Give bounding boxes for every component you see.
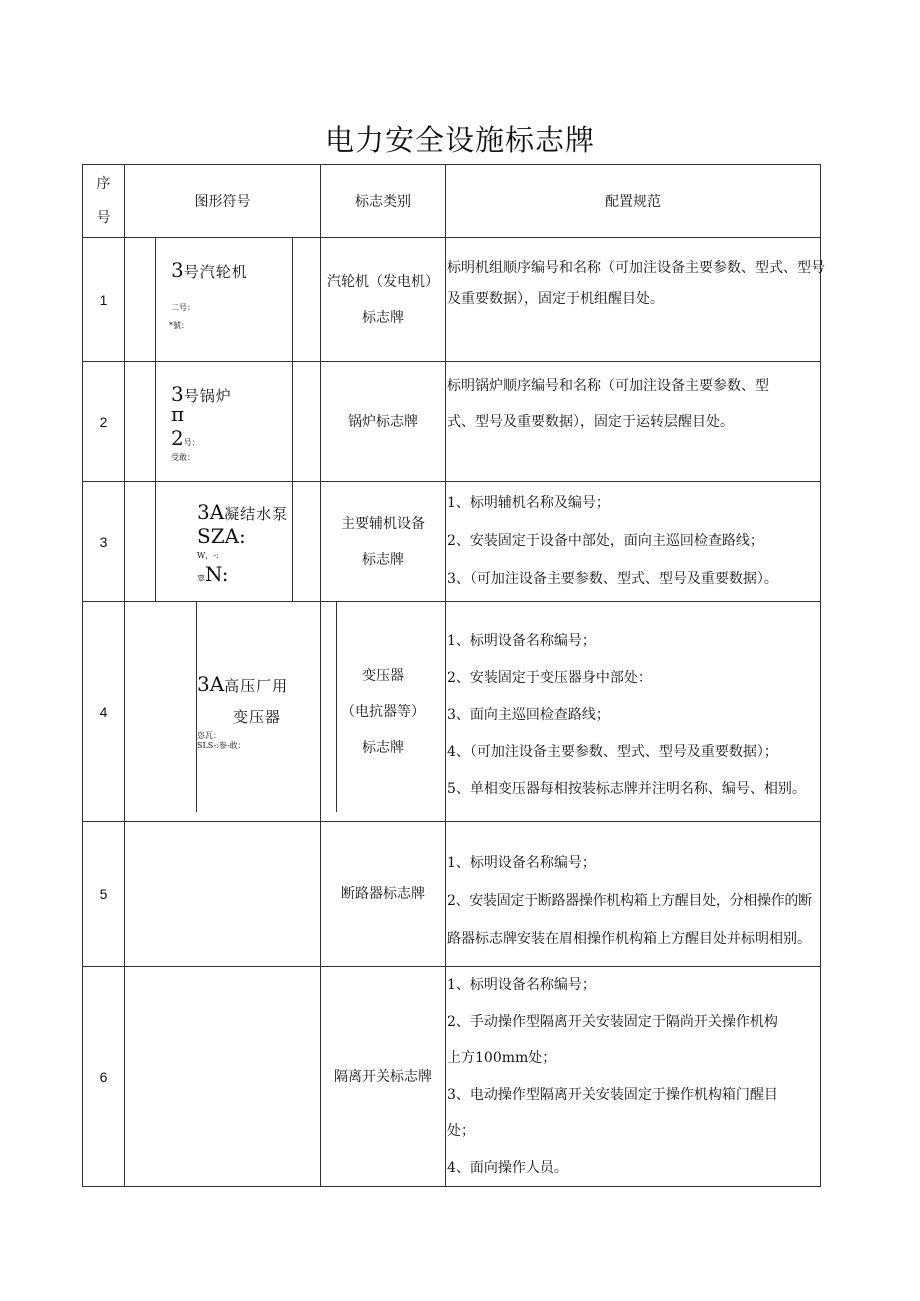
symbol-cell bbox=[125, 822, 321, 967]
symbol-number: 3A bbox=[197, 500, 225, 524]
symbol-small-label: 恣瓦： bbox=[197, 731, 221, 740]
symbol-number: 3 bbox=[171, 382, 184, 406]
category-cell bbox=[321, 362, 446, 482]
spec-cell bbox=[446, 967, 821, 1187]
symbol-inner-border bbox=[155, 238, 156, 361]
symbol-cell bbox=[125, 482, 321, 602]
table-header-row bbox=[83, 165, 821, 238]
spec-line: 3、电动操作型隔离开关安装固定于操作机构箱门醒目 bbox=[447, 1086, 778, 1103]
header-no-line1: 序 bbox=[96, 176, 111, 192]
category-line: 变压器 bbox=[362, 667, 404, 684]
symbol-small-label: 号： bbox=[183, 438, 200, 447]
symbol-small-label: 二号： bbox=[171, 303, 195, 312]
spec-cell bbox=[446, 822, 821, 967]
table-row bbox=[83, 362, 821, 482]
spec-cell bbox=[446, 362, 821, 482]
spec-cell bbox=[446, 238, 825, 362]
category-line: 主要辅机设备 bbox=[341, 515, 425, 532]
spec-line: 1、标明设备名称编号； bbox=[447, 855, 596, 871]
spec-line: 及重要数据），固定于机组醒目处。 bbox=[447, 291, 664, 307]
category-line: 标志牌 bbox=[362, 551, 404, 568]
symbol-title bbox=[171, 258, 248, 282]
row-number: 2 bbox=[83, 362, 125, 482]
symbol-inner-border bbox=[292, 362, 293, 481]
category-line: 汽轮机（发电机） bbox=[327, 273, 439, 290]
category-line: 标志牌 bbox=[362, 309, 404, 326]
spec-line: 5、单相变压器每相按装标志牌并注明名称、编号、相别。 bbox=[447, 781, 806, 797]
spec-line: 上方100mm处； bbox=[447, 1050, 557, 1066]
symbol-mark: π bbox=[171, 402, 185, 426]
spec-line: 处； bbox=[447, 1123, 475, 1139]
symbol-line bbox=[171, 426, 200, 450]
symbol-text: 凝结水泵 bbox=[224, 505, 289, 523]
symbol-small-label: SLS-:参-敢： bbox=[197, 741, 246, 750]
category-line: 断路器标志牌 bbox=[341, 886, 425, 902]
symbol-small-label: 受敢： bbox=[171, 453, 195, 462]
spec-line: 1、标明辅机名称及编号； bbox=[447, 495, 610, 511]
category-cell bbox=[321, 482, 446, 602]
spec-line: 2、安装固定于断路器操作机构箱上方醒目处，分相操作的断 bbox=[447, 893, 812, 909]
header-category: 标志类别 bbox=[321, 165, 446, 238]
header-no-line2: 号 bbox=[96, 210, 111, 226]
symbol-title bbox=[197, 500, 288, 524]
spec-line: 3、面向主巡回检查路线； bbox=[447, 707, 610, 723]
spec-line: 标明锅炉顺序编号和名称（可加注设备主要参数、型 bbox=[447, 378, 769, 394]
symbol-inner-border bbox=[292, 238, 293, 361]
category-line: 锅炉标志牌 bbox=[348, 413, 418, 430]
category-line: （电抗器等） bbox=[341, 703, 425, 720]
category-cell bbox=[321, 602, 446, 822]
header-no bbox=[83, 165, 125, 238]
spec-line: 1、标明设备名称编号； bbox=[447, 977, 596, 993]
symbol-text: 变压器 bbox=[233, 708, 282, 726]
facility-sign-table bbox=[82, 164, 825, 1187]
header-spec: 配置规范 bbox=[446, 165, 821, 238]
header-symbol: 图形符号 bbox=[125, 165, 321, 238]
symbol-code: SZA: bbox=[197, 524, 246, 548]
symbol-code: N: bbox=[205, 562, 229, 586]
symbol-small-label: W，-: bbox=[197, 551, 219, 560]
symbol-inner-border bbox=[155, 362, 156, 481]
symbol-small-label: *號： bbox=[169, 321, 189, 330]
spec-cell bbox=[446, 602, 821, 822]
table-row bbox=[83, 238, 821, 362]
category-line: 标志牌 bbox=[362, 739, 404, 756]
symbol-number: 2 bbox=[171, 426, 184, 450]
symbol-text: 高压厂用 bbox=[224, 677, 289, 695]
row-number: 4 bbox=[83, 602, 125, 822]
category-cell bbox=[321, 238, 446, 362]
spec-line: 标明机组顺序编号和名称（可加注设备主要参数、型式、型号 bbox=[447, 260, 825, 276]
symbol-title bbox=[197, 672, 288, 696]
row-number: 5 bbox=[83, 822, 125, 967]
symbol-text: 号锅炉 bbox=[183, 387, 232, 405]
category-cell bbox=[321, 967, 446, 1187]
symbol-line bbox=[197, 562, 229, 586]
row-number: 1 bbox=[83, 238, 125, 362]
spec-line: 3、（可加注设备主要参数、型式、型号及重要数据）。 bbox=[447, 571, 778, 587]
symbol-text: 号汽轮机 bbox=[183, 263, 248, 281]
table-row bbox=[83, 602, 821, 822]
table-row bbox=[83, 482, 821, 602]
symbol-inner-border bbox=[196, 602, 197, 812]
row-number: 3 bbox=[83, 482, 125, 602]
symbol-inner-border bbox=[155, 482, 156, 601]
row-number: 6 bbox=[83, 967, 125, 1187]
symbol-inner-border bbox=[292, 482, 293, 601]
symbol-small-label: 辜 bbox=[197, 574, 205, 583]
spec-line: 1、标明设备名称编号； bbox=[447, 633, 596, 649]
category-cell bbox=[321, 822, 446, 967]
spec-line: 4、（可加注设备主要参数、型式、型号及重要数据）； bbox=[447, 744, 778, 760]
symbol-cell bbox=[125, 362, 321, 482]
symbol-cell bbox=[125, 238, 321, 362]
symbol-cell bbox=[125, 967, 321, 1187]
symbol-cell bbox=[125, 602, 321, 822]
spec-line: 2、手动操作型隔离开关安装固定于隔尚开关操作机构 bbox=[447, 1013, 778, 1030]
symbol-number: 3 bbox=[171, 258, 184, 282]
spec-line: 2、安装固定于设备中部处，面向主巡回检查路线； bbox=[447, 533, 764, 549]
table-row bbox=[83, 822, 821, 967]
symbol-number: 3A bbox=[197, 672, 225, 696]
symbol-inner-border bbox=[336, 602, 337, 812]
spec-line: 2、安装固定于变压器身中部处： bbox=[447, 670, 652, 686]
page-title: 电力安全设施标志牌 bbox=[324, 123, 595, 157]
spec-cell bbox=[446, 482, 821, 602]
spec-line: 4、面向操作人员。 bbox=[447, 1159, 568, 1176]
spec-line: 路器标志牌安装在眉相操作机构箱上方醒目处并标明相别。 bbox=[447, 931, 811, 947]
spec-line: 式、型号及重要数据），固定于运转层醒目处。 bbox=[447, 414, 734, 430]
category-line: 隔离开关标志牌 bbox=[334, 1068, 432, 1085]
table-row bbox=[83, 967, 821, 1187]
